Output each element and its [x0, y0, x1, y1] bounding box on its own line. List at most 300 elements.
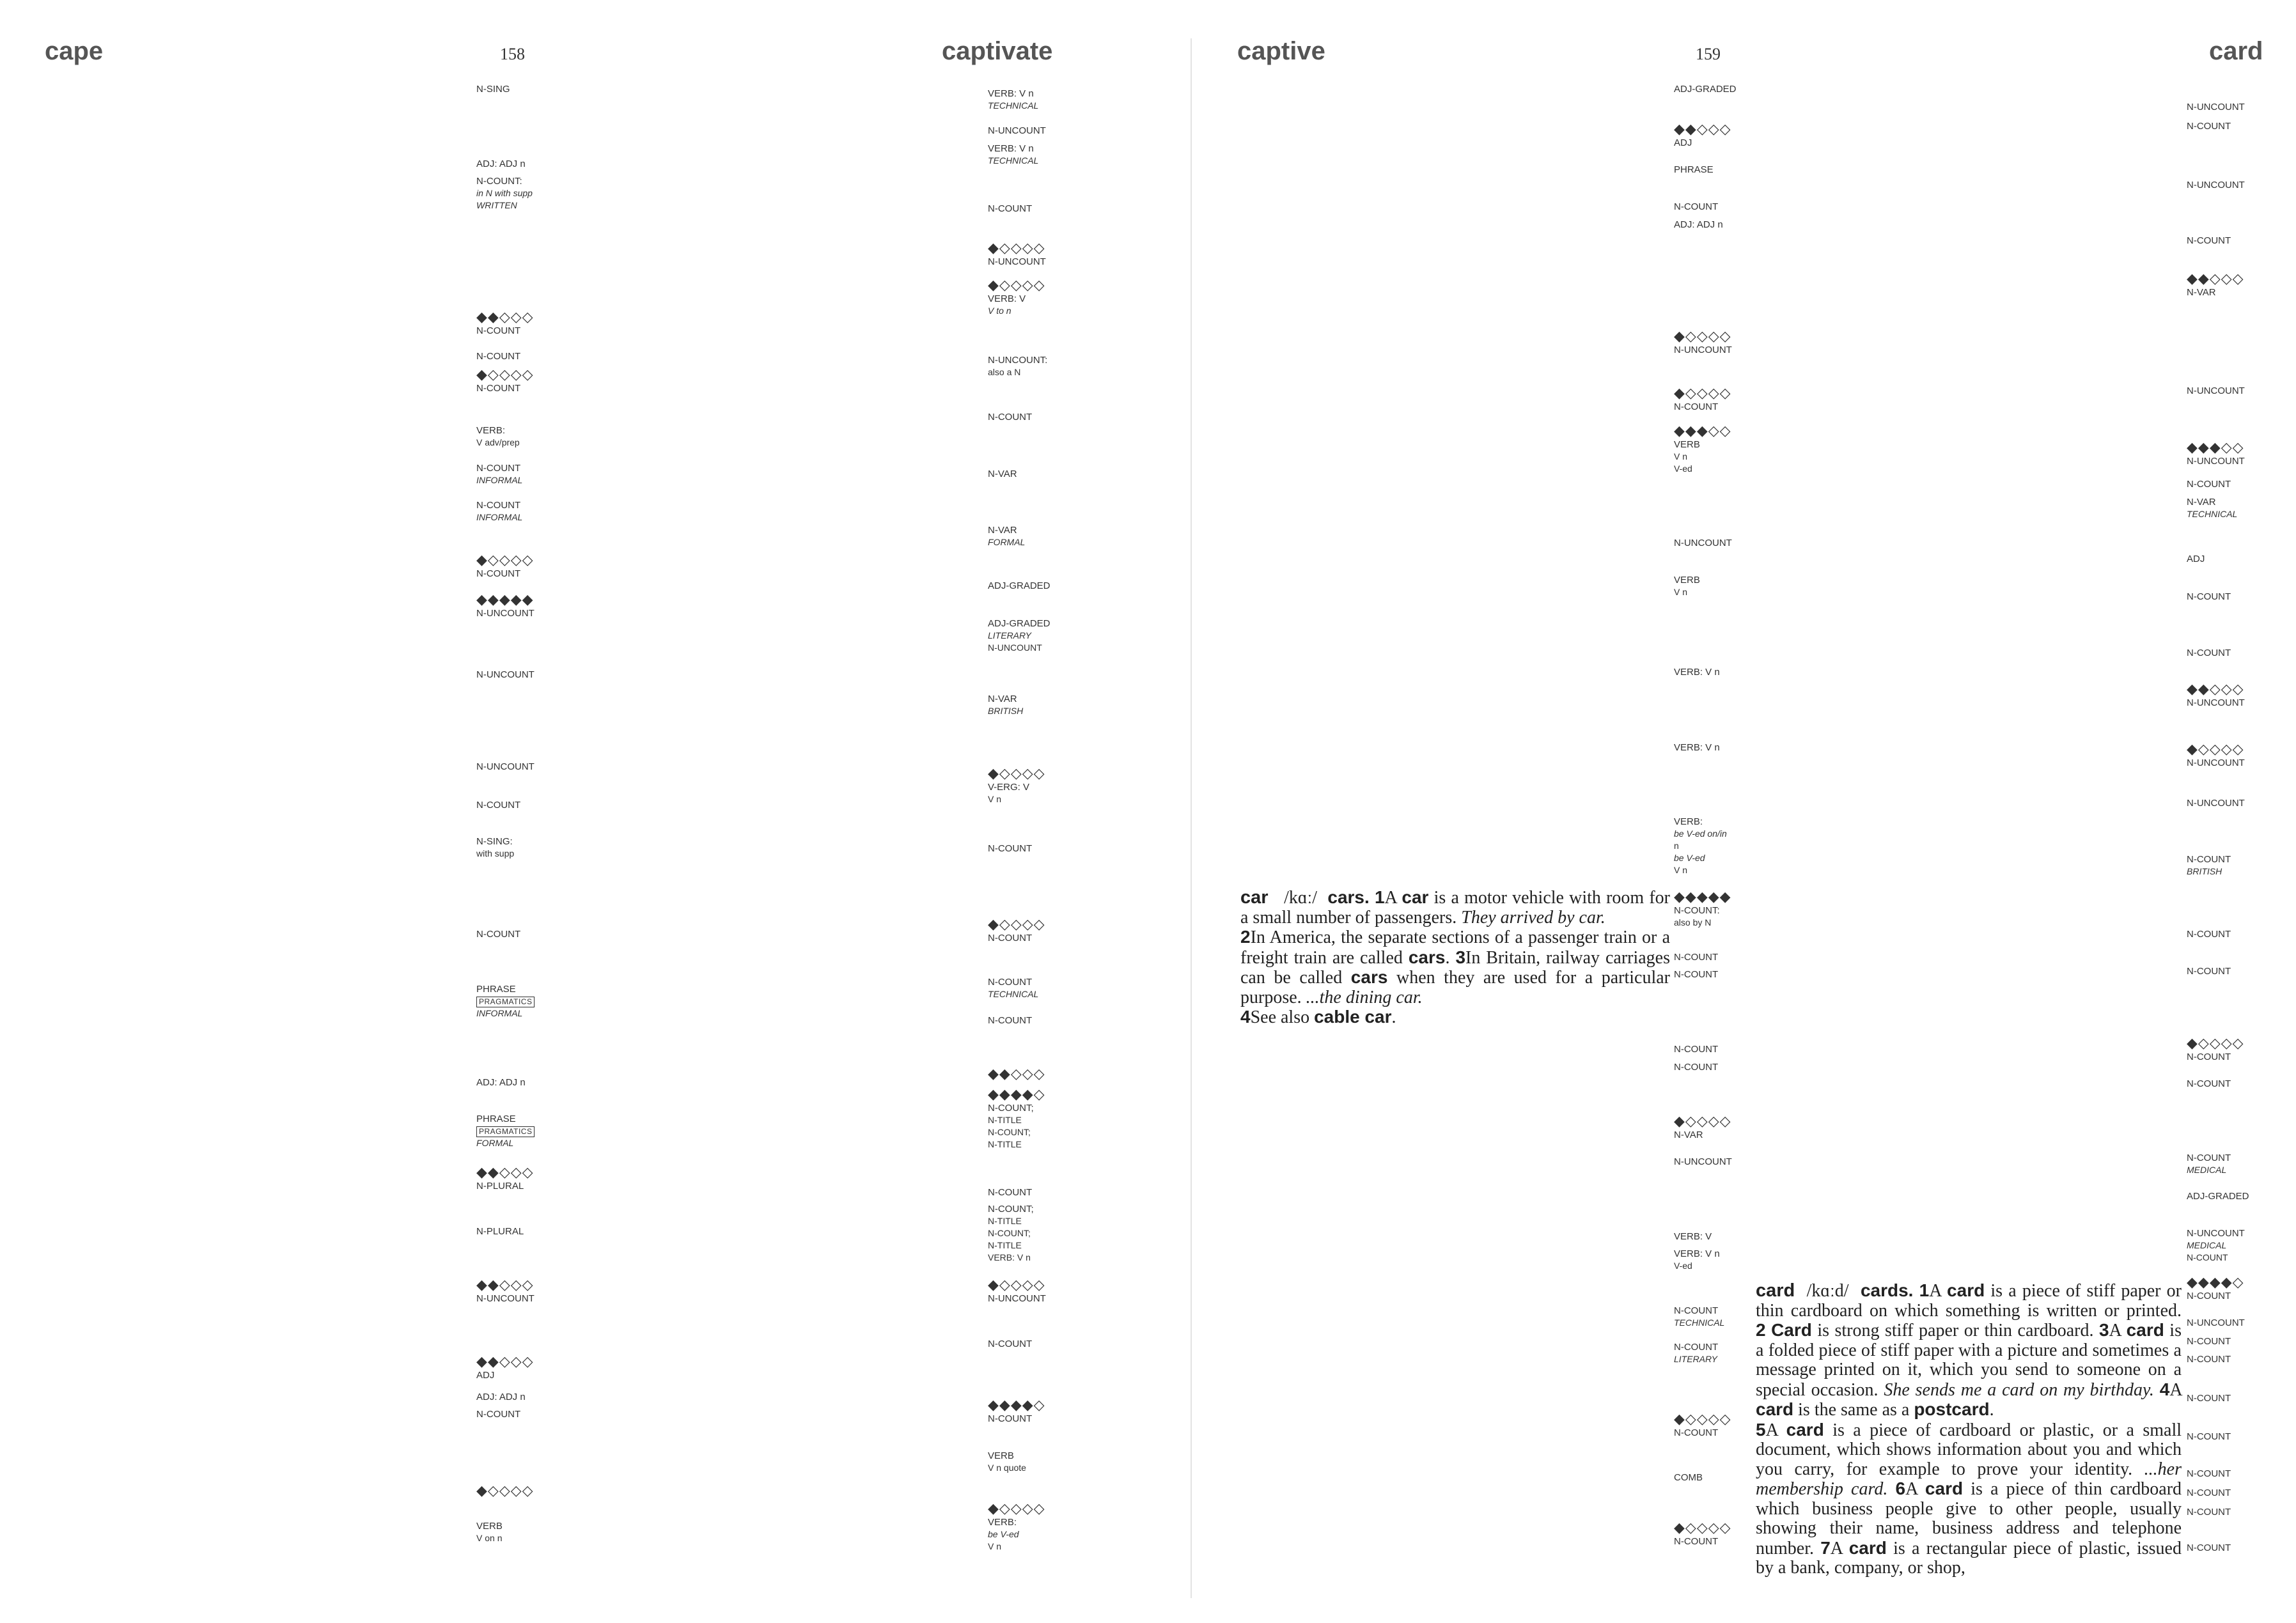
- margin-note: [2187, 1542, 2231, 1554]
- margin-note: [1674, 1114, 1731, 1141]
- frequency-diamonds-icon: ◆◆◆◆◆: [1674, 889, 1731, 905]
- margin-note: [1674, 1248, 1720, 1272]
- grammar-label: N-COUNT: [2187, 854, 2231, 865]
- grammar-sublabel: FORMAL: [476, 1138, 514, 1148]
- grammar-label: N-VAR: [1674, 1130, 1703, 1140]
- grammar-label: PHRASE: [1674, 164, 1714, 175]
- grammar-label: N-COUNT: [988, 203, 1033, 214]
- frequency-diamonds-icon: ◆◆◇◇◇: [476, 1353, 534, 1369]
- margin-note: [476, 1277, 535, 1305]
- pragmatics-box: [476, 995, 535, 1007]
- margin-note: [1674, 121, 1731, 149]
- grammar-label: ADJ-GRADED: [988, 580, 1050, 591]
- margin-note: [1674, 1231, 1712, 1243]
- grammar-label: ADJ: [1674, 137, 1692, 148]
- frequency-diamonds-icon: ◆◇◇◇◇: [1674, 385, 1731, 401]
- grammar-label: N-UNCOUNT: [1674, 345, 1732, 355]
- margin-note: [476, 1113, 535, 1149]
- margin-note: [2187, 965, 2231, 977]
- grammar-sublabel: N-COUNT;: [988, 1228, 1031, 1238]
- running-headword-right: card: [2209, 37, 2263, 65]
- margin-note: [1674, 1043, 1718, 1055]
- margin-note: [1674, 164, 1714, 176]
- margin-note: [2187, 1317, 2245, 1329]
- margin-note: [1674, 574, 1700, 598]
- grammar-sublabel: V-ed: [1674, 463, 1692, 474]
- margin-note: [1674, 889, 1731, 929]
- grammar-label: N-COUNT: [988, 412, 1033, 423]
- grammar-label: VERB: [1674, 575, 1700, 586]
- sense-text: .: [1989, 1400, 1994, 1420]
- margin-note: [988, 277, 1045, 317]
- grammar-label: N-COUNT: [476, 383, 521, 394]
- dictionary-entry-card: [1756, 1281, 2182, 1578]
- sense-number: 1: [1919, 1280, 1930, 1300]
- margin-note: [988, 524, 1025, 548]
- frequency-diamonds-icon: ◆◆◇◇◇: [2187, 270, 2244, 286]
- grammar-label: N-COUNT: [988, 1339, 1033, 1349]
- grammar-label: N-COUNT: [476, 351, 521, 362]
- grammar-sublabel: N-TITLE: [988, 1115, 1022, 1125]
- margin-note: [476, 83, 510, 95]
- margin-note: [2187, 1036, 2244, 1063]
- grammar-sublabel: V on n: [476, 1533, 503, 1543]
- page-gutter: [1191, 38, 1192, 1598]
- entry-inflection: cars.: [1327, 887, 1370, 907]
- margin-note: [1674, 1520, 1731, 1548]
- page-number: 159: [1696, 45, 1721, 63]
- grammar-label: N-COUNT: [1674, 1536, 1719, 1547]
- grammar-label: N-VAR: [988, 694, 1017, 704]
- margin-note: [476, 350, 520, 362]
- margin-note: [2187, 797, 2245, 809]
- sense-text: is a rectangular piece of plastic, issued by a bank, company, or shop,: [1756, 1538, 2182, 1578]
- margin-note: [476, 592, 535, 619]
- sense-number: 3: [2098, 1320, 2109, 1340]
- margin-note: [1674, 1341, 1718, 1365]
- margin-note: [476, 928, 520, 940]
- grammar-sublabel: V adv/prep: [476, 437, 520, 447]
- grammar-label: N-COUNT: [1674, 201, 1719, 212]
- margin-note: [476, 462, 522, 486]
- grammar-label: N-UNCOUNT: [2187, 798, 2245, 809]
- sense-keyword: card: [1848, 1537, 1887, 1558]
- margin-note: [1674, 951, 1718, 963]
- margin-note: [2187, 1487, 2231, 1499]
- margin-note: [988, 917, 1045, 944]
- frequency-diamonds-icon: ◆◆◇◇◇: [2187, 681, 2244, 697]
- margin-note: [2187, 235, 2231, 247]
- grammar-sublabel: FORMAL: [988, 537, 1026, 547]
- margin-note: [476, 1408, 520, 1420]
- grammar-label: N-COUNT: [476, 800, 521, 811]
- grammar-sublabel: V n quote: [988, 1463, 1026, 1473]
- grammar-label: N-COUNT: [2187, 929, 2231, 940]
- grammar-sublabel: TECHNICAL: [988, 100, 1039, 111]
- grammar-label: N-COUNT: [2187, 1291, 2231, 1301]
- grammar-sublabel: with supp: [476, 848, 515, 858]
- margin-note: [476, 1520, 503, 1544]
- grammar-label: N-UNCOUNT: [2187, 757, 2245, 768]
- pragmatics-label: PRAGMATICS: [476, 997, 535, 1007]
- margin-note: [1674, 1061, 1718, 1073]
- grammar-label: N-COUNT: [2187, 1468, 2231, 1479]
- cross-reference[interactable]: cable car: [1314, 1007, 1392, 1027]
- grammar-sublabel: MEDICAL: [2187, 1240, 2227, 1250]
- margin-note: [2187, 385, 2245, 397]
- frequency-diamonds-icon: ◆◇◇◇◇: [1674, 1113, 1731, 1129]
- grammar-sublabel: V n: [1674, 587, 1688, 597]
- sense-number: 3: [1455, 947, 1466, 967]
- grammar-label: VERB: V n: [1674, 667, 1720, 678]
- margin-note: [2187, 1506, 2231, 1518]
- sense-text: is the same as a: [1793, 1400, 1914, 1420]
- entry-sense: [1240, 928, 1670, 1007]
- margin-note: [476, 1165, 534, 1192]
- margin-note: [988, 125, 1046, 137]
- margin-note: [1674, 1411, 1731, 1439]
- margin-note: [2187, 928, 2231, 940]
- grammar-label: N-COUNT: [988, 1413, 1033, 1424]
- margin-note: [2187, 553, 2205, 565]
- margin-note: [988, 203, 1032, 215]
- grammar-sublabel: LITERARY: [988, 630, 1031, 641]
- grammar-label: N-COUNT;: [988, 1103, 1034, 1114]
- grammar-sublabel: INFORMAL: [476, 512, 523, 522]
- margin-note: [476, 367, 534, 394]
- frequency-diamonds-icon: ◆◇◇◇◇: [476, 366, 534, 382]
- grammar-sublabel: TECHNICAL: [2187, 509, 2238, 519]
- frequency-diamonds-icon: ◆◆◇◇◇: [476, 309, 534, 325]
- entry-sense: [1756, 1281, 2182, 1420]
- grammar-label: N-UNCOUNT: [988, 256, 1046, 267]
- margin-note: [476, 669, 535, 681]
- grammar-label: VERB: [988, 1450, 1014, 1461]
- grammar-sublabel: WRITTEN: [476, 200, 517, 210]
- margin-note: [988, 1501, 1045, 1553]
- pragmatics-box: [476, 1125, 535, 1137]
- grammar-label: N-VAR: [988, 525, 1017, 536]
- margin-note: [476, 1076, 526, 1089]
- margin-note: [476, 1225, 524, 1238]
- margin-note: [2187, 478, 2231, 490]
- margin-note: [476, 1483, 534, 1498]
- margin-note: [2187, 1275, 2244, 1302]
- margin-note: [1674, 816, 1727, 876]
- frequency-diamonds-icon: ◆◆◆◆◆: [476, 591, 534, 607]
- margin-note: [1674, 329, 1732, 356]
- grammar-label: N-VAR: [988, 469, 1017, 479]
- margin-note: [2187, 1353, 2231, 1365]
- grammar-label: N-COUNT: [476, 325, 521, 336]
- margin-note: [988, 1066, 1045, 1082]
- grammar-label: N-UNCOUNT: [2187, 456, 2245, 467]
- grammar-label: N-COUNT: [1674, 969, 1719, 980]
- grammar-label: N-SING:: [476, 836, 513, 847]
- frequency-diamonds-icon: ◆◆◆◇◇: [1674, 423, 1731, 439]
- margin-note: [476, 309, 534, 337]
- frequency-diamonds-icon: ◆◇◇◇◇: [988, 1500, 1045, 1516]
- margin-note: [988, 1450, 1026, 1474]
- margin-note: [476, 552, 534, 580]
- margin-note: [988, 1338, 1032, 1350]
- grammar-label: N-VAR: [2187, 497, 2216, 508]
- margin-note: [2187, 179, 2245, 191]
- frequency-diamonds-icon: ◆◇◇◇◇: [1674, 1411, 1731, 1427]
- frequency-diamonds-icon: ◆◇◇◇◇: [1674, 1519, 1731, 1535]
- margin-note: [2187, 1431, 2231, 1443]
- grammar-sublabel: LITERARY: [1674, 1354, 1717, 1364]
- margin-note: [988, 240, 1046, 268]
- grammar-label: COMB: [1674, 1472, 1703, 1483]
- margin-note: [1674, 666, 1720, 678]
- grammar-sublabel: BRITISH: [988, 706, 1024, 716]
- grammar-label: N-UNCOUNT: [988, 125, 1046, 136]
- grammar-sublabel: N-TITLE: [988, 1240, 1022, 1250]
- sense-text: is strong stiff paper or thin cardboard.: [1811, 1321, 2099, 1340]
- grammar-label: N-COUNT;: [988, 1204, 1034, 1215]
- sense-text: See also: [1250, 1007, 1315, 1027]
- sense-number: 6: [1895, 1479, 1906, 1498]
- grammar-label: N-COUNT: [476, 568, 521, 579]
- frequency-diamonds-icon: ◆◇◇◇◇: [476, 1482, 534, 1498]
- sense-keyword: Card: [1771, 1320, 1812, 1340]
- margin-note: [2187, 120, 2231, 132]
- grammar-label: N-UNCOUNT: [1674, 1156, 1732, 1167]
- sense-text: .: [1391, 1007, 1396, 1027]
- grammar-sublabel: V n: [988, 1541, 1002, 1551]
- grammar-label: VERB: V: [1674, 1231, 1712, 1242]
- grammar-label: ADJ-GRADED: [1674, 84, 1737, 95]
- grammar-label: N-COUNT: [988, 933, 1033, 944]
- sense-text: is a piece of stiff paper or thin cardboard on which something is written or printed.: [1756, 1281, 2182, 1321]
- margin-note: [1674, 201, 1718, 213]
- margin-note: [476, 158, 526, 170]
- grammar-sublabel: TECHNICAL: [988, 155, 1039, 166]
- margin-note: [2187, 1468, 2231, 1480]
- grammar-label: N-COUNT: [2187, 648, 2231, 658]
- sense-text: In America, the separate sections of a passenger train or a freight train are called: [1240, 928, 1670, 968]
- grammar-sublabel: V n: [1674, 451, 1688, 462]
- sense-number: 7: [1820, 1537, 1831, 1558]
- grammar-label: N-COUNT: [2187, 1052, 2231, 1062]
- grammar-label: N-COUNT: [476, 500, 521, 511]
- margin-note: [1674, 1472, 1703, 1484]
- grammar-label: N-UNCOUNT: [2187, 180, 2245, 190]
- entry-sense: [1240, 888, 1670, 928]
- sense-keyword: card: [1925, 1479, 1964, 1498]
- margin-note: [2187, 742, 2245, 769]
- sense-number: 1: [1374, 887, 1385, 907]
- margin-note: [2187, 271, 2244, 299]
- margin-note: [2187, 496, 2237, 520]
- sense-number: 4: [2159, 1379, 2170, 1399]
- sense-text: is a piece of cardboard or plastic, or a small document, which shows information about you and which you carry, for example to prove your identity.: [1756, 1420, 2182, 1479]
- grammar-label: PHRASE: [476, 1114, 516, 1124]
- grammar-sublabel: also by N: [1674, 917, 1712, 928]
- grammar-label: VERB:: [988, 1517, 1017, 1528]
- grammar-label: VERB: V n: [988, 88, 1034, 99]
- margin-note: [1674, 385, 1731, 413]
- sense-text: .: [1445, 947, 1456, 968]
- grammar-sublabel: V to n: [988, 306, 1011, 316]
- grammar-label: ADJ-GRADED: [988, 618, 1050, 629]
- grammar-label: N-COUNT: [2187, 479, 2231, 490]
- grammar-label: N-COUNT: [2187, 121, 2231, 132]
- grammar-label: VERB: V n: [1674, 742, 1720, 753]
- margin-note: [1674, 968, 1718, 981]
- grammar-label: N-COUNT: [1674, 1427, 1719, 1438]
- entry-sense: [1240, 1007, 1670, 1028]
- frequency-diamonds-icon: ◆◇◇◇◇: [988, 240, 1045, 256]
- grammar-label: N-UNCOUNT:: [988, 355, 1048, 366]
- margin-note: [476, 424, 520, 449]
- sense-text: A: [1765, 1420, 1786, 1440]
- sense-number: 2: [1240, 927, 1251, 947]
- grammar-sublabel: BRITISH: [2187, 866, 2222, 876]
- grammar-label: N-COUNT: [2187, 1354, 2231, 1365]
- margin-note: [2187, 1190, 2249, 1202]
- sense-keyword: car: [1402, 887, 1429, 907]
- grammar-sublabel: N-COUNT;: [988, 1127, 1031, 1137]
- grammar-label: N-VAR: [2187, 287, 2216, 298]
- margin-note: [988, 88, 1038, 112]
- margin-note: [476, 175, 533, 212]
- grammar-label: N-COUNT: [2187, 591, 2231, 602]
- sense-number: 2: [1756, 1320, 1766, 1340]
- frequency-diamonds-icon: ◆◆◆◆◇: [2187, 1274, 2244, 1290]
- grammar-label: N-COUNT: [2187, 1393, 2231, 1404]
- grammar-label: N-COUNT: [2187, 235, 2231, 246]
- margin-note: [988, 411, 1032, 423]
- margin-note: [2187, 591, 2231, 603]
- margin-note: [476, 499, 522, 524]
- grammar-label: N-COUNT: [1674, 1305, 1719, 1316]
- grammar-label: N-UNCOUNT: [988, 1293, 1046, 1304]
- margin-note: [988, 580, 1050, 592]
- grammar-sublabel: be V-ed: [1674, 853, 1705, 863]
- margin-note: [1674, 742, 1720, 754]
- frequency-diamonds-icon: ◆◇◇◇◇: [988, 1277, 1045, 1293]
- frequency-diamonds-icon: ◆◆◆◆◇: [988, 1086, 1045, 1102]
- margin-note: [988, 354, 1047, 378]
- grammar-label: N-COUNT: [2187, 1487, 2231, 1498]
- grammar-label: N-COUNT: [476, 929, 521, 940]
- margin-note: [1674, 83, 1737, 95]
- grammar-label: V-ERG: V: [988, 782, 1030, 793]
- sense-example: ...the dining car.: [1306, 987, 1423, 1007]
- margin-note: [988, 1186, 1032, 1199]
- grammar-label: N-UNCOUNT: [2187, 1317, 2245, 1328]
- margin-note: [2187, 101, 2245, 113]
- grammar-label: N-UNCOUNT: [2187, 102, 2245, 113]
- cross-reference[interactable]: postcard: [1914, 1399, 1990, 1419]
- grammar-sublabel: INFORMAL: [476, 1008, 523, 1018]
- grammar-label: N-UNCOUNT: [2187, 1228, 2245, 1239]
- grammar-label: N-UNCOUNT: [476, 761, 535, 772]
- margin-note: [476, 1391, 526, 1403]
- grammar-label: N-COUNT: [1674, 952, 1719, 963]
- sense-number: 4: [1240, 1007, 1251, 1027]
- margin-note: [476, 983, 535, 1020]
- margin-note: [2187, 1152, 2231, 1176]
- right-page: [1196, 0, 2296, 1623]
- grammar-sublabel: in N with supp: [476, 188, 533, 198]
- margin-note: [988, 976, 1038, 1000]
- grammar-label: N-UNCOUNT: [476, 1293, 535, 1304]
- margin-note: [1674, 1156, 1732, 1168]
- sense-text: is a piece of thin cardboard which business people give to other people, usually showing their name, business address and telephone number.: [1756, 1479, 2182, 1558]
- sense-text: A: [1384, 888, 1402, 908]
- grammar-label: N-UNCOUNT: [2187, 385, 2245, 396]
- grammar-label: N-COUNT: [476, 1409, 521, 1420]
- frequency-diamonds-icon: ◆◇◇◇◇: [988, 277, 1045, 293]
- grammar-label: N-COUNT: [2187, 1336, 2231, 1347]
- grammar-label: N-COUNT: [988, 977, 1033, 988]
- margin-note: [476, 799, 520, 811]
- grammar-label: N-COUNT: [1674, 1342, 1719, 1353]
- entry-headword: car: [1240, 887, 1269, 908]
- sense-text: In Britain, railway carriages can be called: [1240, 947, 1670, 988]
- grammar-label: ADJ: ADJ n: [476, 159, 526, 169]
- grammar-label: N-COUNT: [1674, 1044, 1719, 1055]
- sense-example: ...her membership card.: [1756, 1459, 2182, 1499]
- sense-keyword: cars: [1408, 947, 1446, 967]
- margin-note: [1674, 537, 1732, 549]
- frequency-diamonds-icon: ◆◆◇◇◇: [476, 1164, 534, 1180]
- grammar-sublabel: be V-ed: [988, 1529, 1019, 1539]
- margin-note: [2187, 1392, 2231, 1404]
- running-headword-left: cape: [45, 37, 104, 65]
- margin-note: [2187, 1078, 2231, 1090]
- grammar-label: N-COUNT: [476, 463, 521, 474]
- grammar-label: ADJ-GRADED: [2187, 1191, 2249, 1202]
- grammar-sublabel: N-UNCOUNT: [988, 642, 1042, 653]
- grammar-label: N-COUNT: [2187, 1507, 2231, 1518]
- grammar-label: N-COUNT: [2187, 1078, 2231, 1089]
- frequency-diamonds-icon: ◆◇◇◇◇: [1674, 328, 1731, 344]
- margin-note: [988, 1203, 1034, 1264]
- page-number: 158: [500, 45, 525, 63]
- frequency-diamonds-icon: ◆◆◇◇◇: [476, 1277, 534, 1293]
- margin-note: [988, 143, 1038, 167]
- grammar-label: N-COUNT: [1674, 401, 1719, 412]
- margin-note: [988, 843, 1032, 855]
- sense-keyword: card: [1947, 1280, 1985, 1300]
- dictionary-entry-car: [1240, 888, 1670, 1028]
- grammar-label: VERB: [1674, 439, 1700, 450]
- grammar-label: N-COUNT: [988, 1187, 1033, 1198]
- grammar-sublabel: also a N: [988, 367, 1021, 377]
- grammar-sublabel: V-ed: [1674, 1261, 1692, 1271]
- grammar-label: N-SING: [476, 84, 510, 95]
- sense-number: 5: [1756, 1419, 1766, 1440]
- entry-headword: card: [1756, 1280, 1795, 1301]
- grammar-label: VERB: V n: [988, 143, 1034, 154]
- margin-note: [2187, 440, 2245, 467]
- sense-text: A: [1905, 1479, 1925, 1499]
- margin-note: [988, 617, 1050, 654]
- grammar-label: N-UNCOUNT: [476, 608, 535, 619]
- grammar-label: N-UNCOUNT: [2187, 697, 2245, 708]
- sense-text: A: [1929, 1281, 1948, 1301]
- grammar-sublabel: INFORMAL: [476, 475, 523, 485]
- frequency-diamonds-icon: ◆◇◇◇◇: [988, 765, 1045, 781]
- grammar-label: N-COUNT: [1674, 1062, 1719, 1073]
- frequency-diamonds-icon: ◆◇◇◇◇: [476, 552, 534, 568]
- grammar-sublabel: N-TITLE: [988, 1139, 1022, 1149]
- grammar-label: VERB: V n: [1674, 1248, 1720, 1259]
